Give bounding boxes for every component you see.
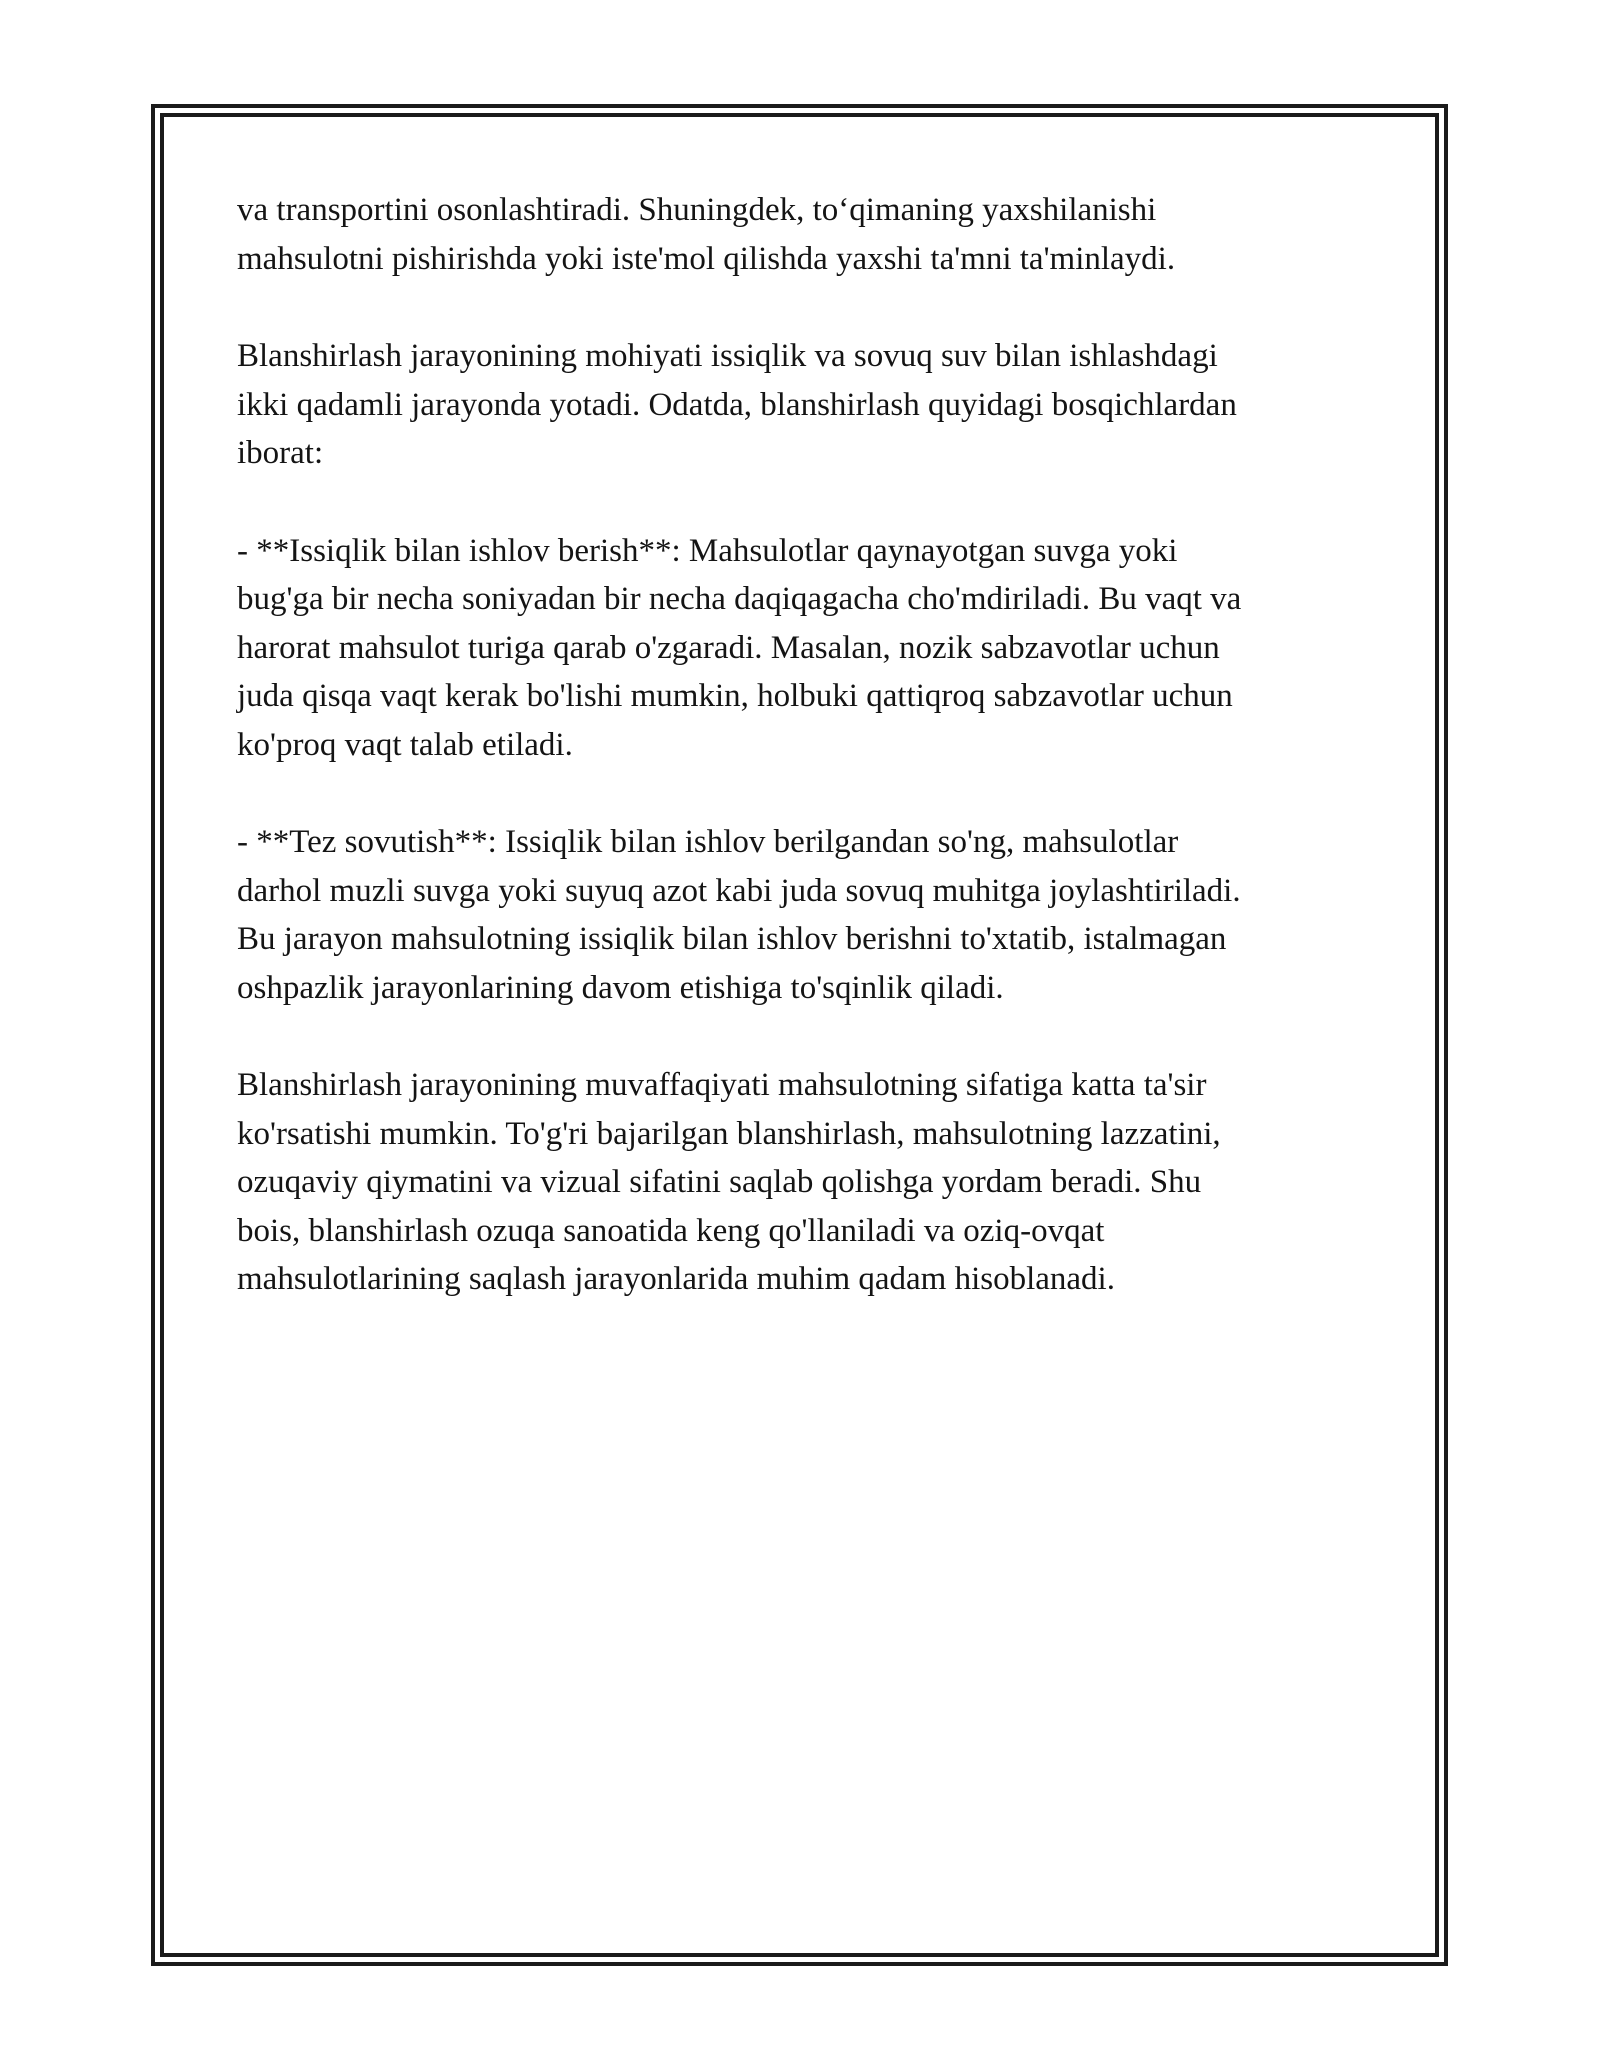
paragraph-heat-treatment: - **Issiqlik bilan ishlov berish**: Mahsulotlar qaynayotgan suvga yoki bug'ga bir necha soniyadan bir necha daqiqagacha cho'mdiriladi. Bu vaqt va harorat mahsulot turiga qarab o'zgaradi. Masalan, nozik sabzavotlar uchun juda qisqa vaqt kerak bo'lishi mumkin, holbuki qattiqroq sabzavotlar uchun ko'proq vaqt talab etiladi. [237, 532, 1242, 763]
paragraph-blanching-essence: Blanshirlash jarayonining mohiyati issiqlik va sovuq suv bilan ishlashdagi ikki qadamli jarayonda yotadi. Odatda, blanshirlash quyidagi bosqichlardan iborat: [237, 338, 1237, 471]
paragraph-transport: va transportini osonlashtiradi. Shuningdek, to‘qimaning yaxshilanishi mahsulotni pishirishda yoki iste'mol qilishda yaxshi ta'mni ta'minlaydi. [237, 192, 1176, 277]
document-body [237, 186, 1367, 1353]
paragraph-blanching-success: Blanshirlash jarayonining muvaffaqiyati mahsulotning sifatiga katta ta'sir ko'rsatishi mumkin. To'g'ri bajarilgan blanshirlash, mahsulotning lazzatini, ozuqaviy qiymatini va vizual sifatini saqlab qolishga yordam beradi. Shu bois, blanshirlash ozuqa sanoatida keng qo'llaniladi va oziq-ovqat mahsulotlarining saqlash jarayonlarida muhim qadam hisoblanadi. [237, 1067, 1221, 1297]
paragraph-rapid-cooling: - **Tez sovutish**: Issiqlik bilan ishlov berilgandan so'ng, mahsulotlar darhol muzli suvga yoki suyuq azot kabi juda sovuq muhitga joylashtiriladi. Bu jarayon mahsulotning issiqlik bilan ishlov berishni to'xtatib, istalmagan oshpazlik jarayonlarining davom etishiga to'sqinlik qiladi. [237, 824, 1241, 1006]
